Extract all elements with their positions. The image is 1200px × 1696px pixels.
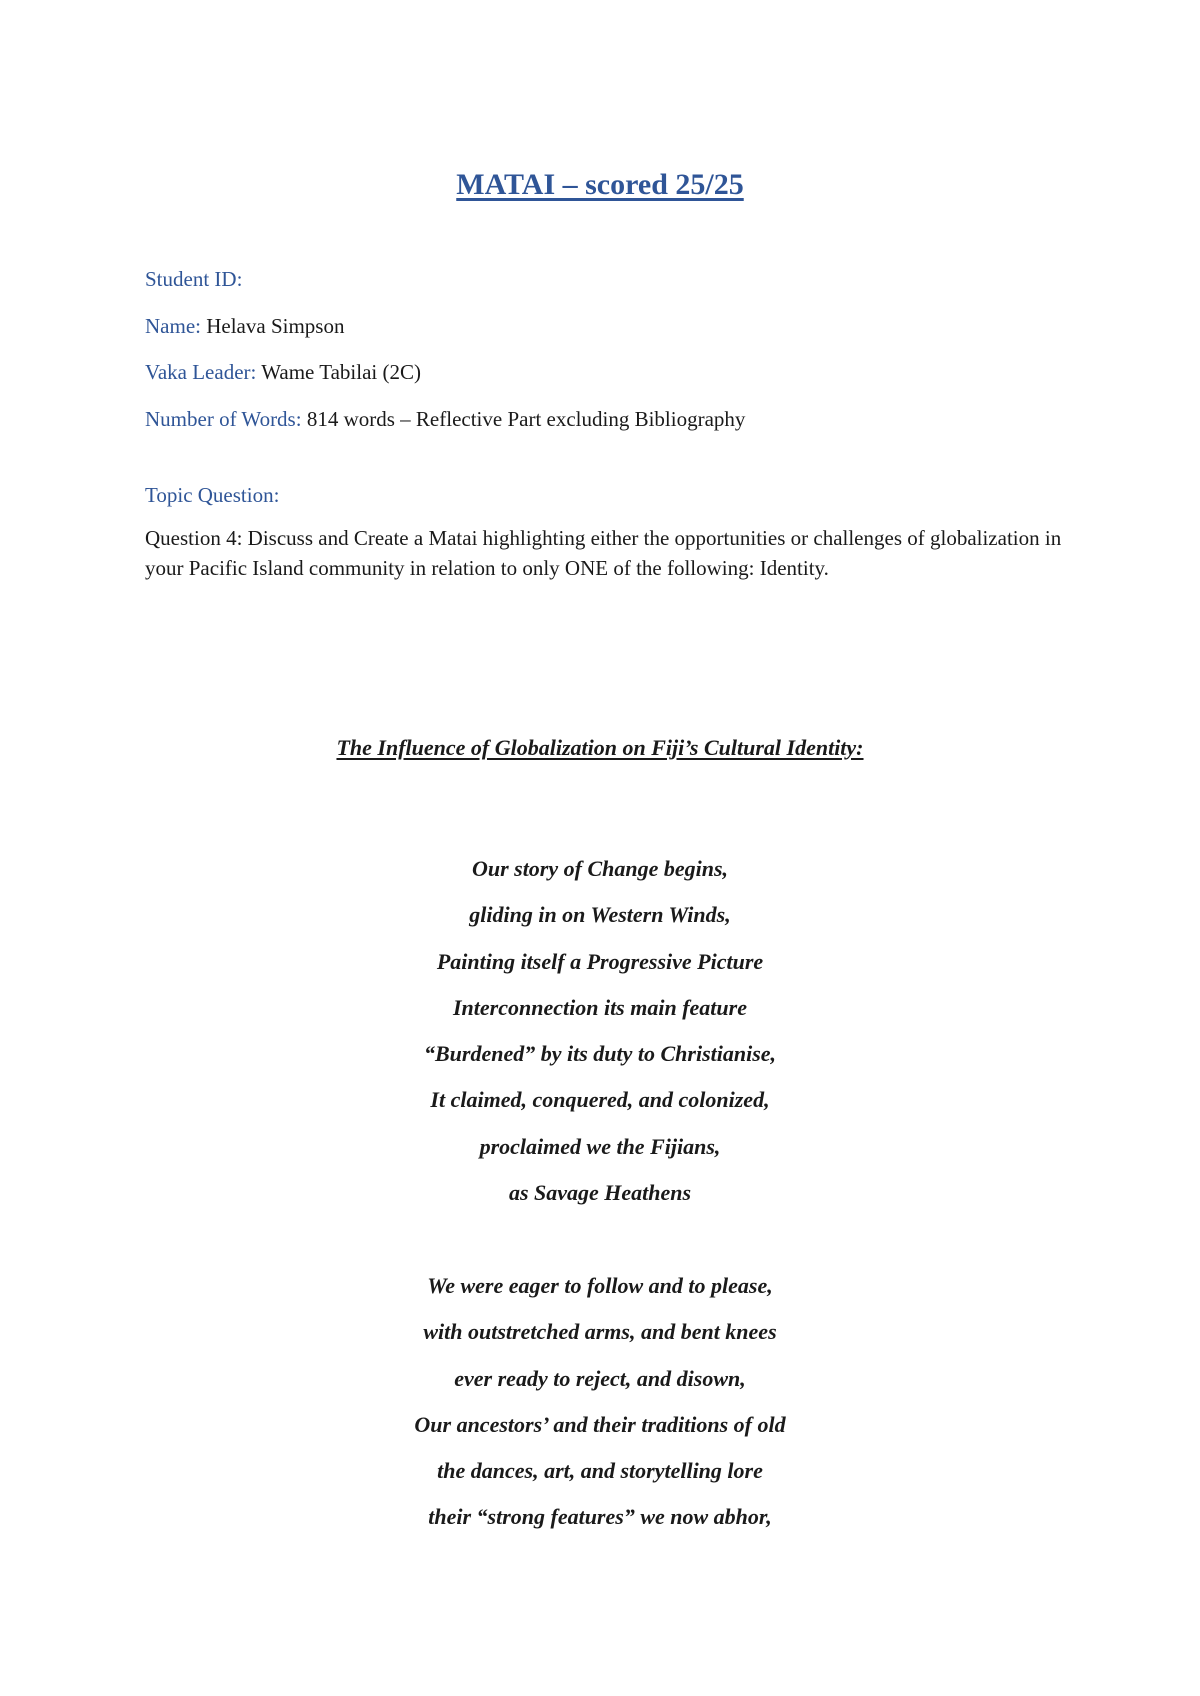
vaka-leader-line [145,358,421,386]
vaka-leader-label: Vaka Leader: [145,360,257,384]
topic-question-label: Topic Question: [145,483,280,507]
poem-title: The Influence of Globalization on Fiji’s Cultural Identity: [336,735,864,760]
name-label: Name: [145,314,201,338]
poem-line: It claimed, conquered, and colonized, [430,1087,770,1113]
word-count-line [145,405,745,433]
poem-line: ever ready to reject, and disown, [454,1365,746,1391]
poem-line: We were eager to follow and to please, [427,1273,773,1298]
poem-stanza-1 [0,846,1200,1216]
poem-line: Interconnection its main feature [453,994,747,1020]
poem-line: the dances, art, and storytelling lore [437,1458,763,1484]
word-count-label: Number of Words: [145,407,302,431]
name-line [145,312,344,340]
document-title: MATAI – scored 25/25 [456,168,744,201]
poem-line: Our story of Change begins, [471,856,729,881]
student-id-label: Student ID: [145,267,243,291]
poem-line: Our ancestors’ and their traditions of old [414,1411,786,1437]
poem-line: with outstretched arms, and bent knees [423,1319,777,1345]
topic-question-line [145,481,279,509]
poem-line: gliding in on Western Winds, [469,902,731,928]
student-id-line [145,265,242,293]
poem-line: their “strong features” we now abhor, [428,1504,772,1530]
word-count-value: 814 words – Reflective Part excluding Bibliography [301,407,746,431]
poem-line: as Savage Heathens [508,1180,692,1206]
poem-line: “Burdened” by its duty to Christianise, [423,1041,777,1067]
question-text: Question 4: Discuss and Create a Matai highlighting either the opportunities or challenges of globalization in your Pacific Island community in relation to only ONE of the following: Identity. [145,526,1062,580]
vaka-leader-value: Wame Tabilai (2C) [256,360,421,384]
poem-line: proclaimed we the Fijians, [479,1133,721,1159]
name-value: Helava Simpson [200,314,345,338]
poem-line: Painting itself a Progressive Picture [436,948,764,974]
poem-stanza-2 [0,1263,1200,1541]
